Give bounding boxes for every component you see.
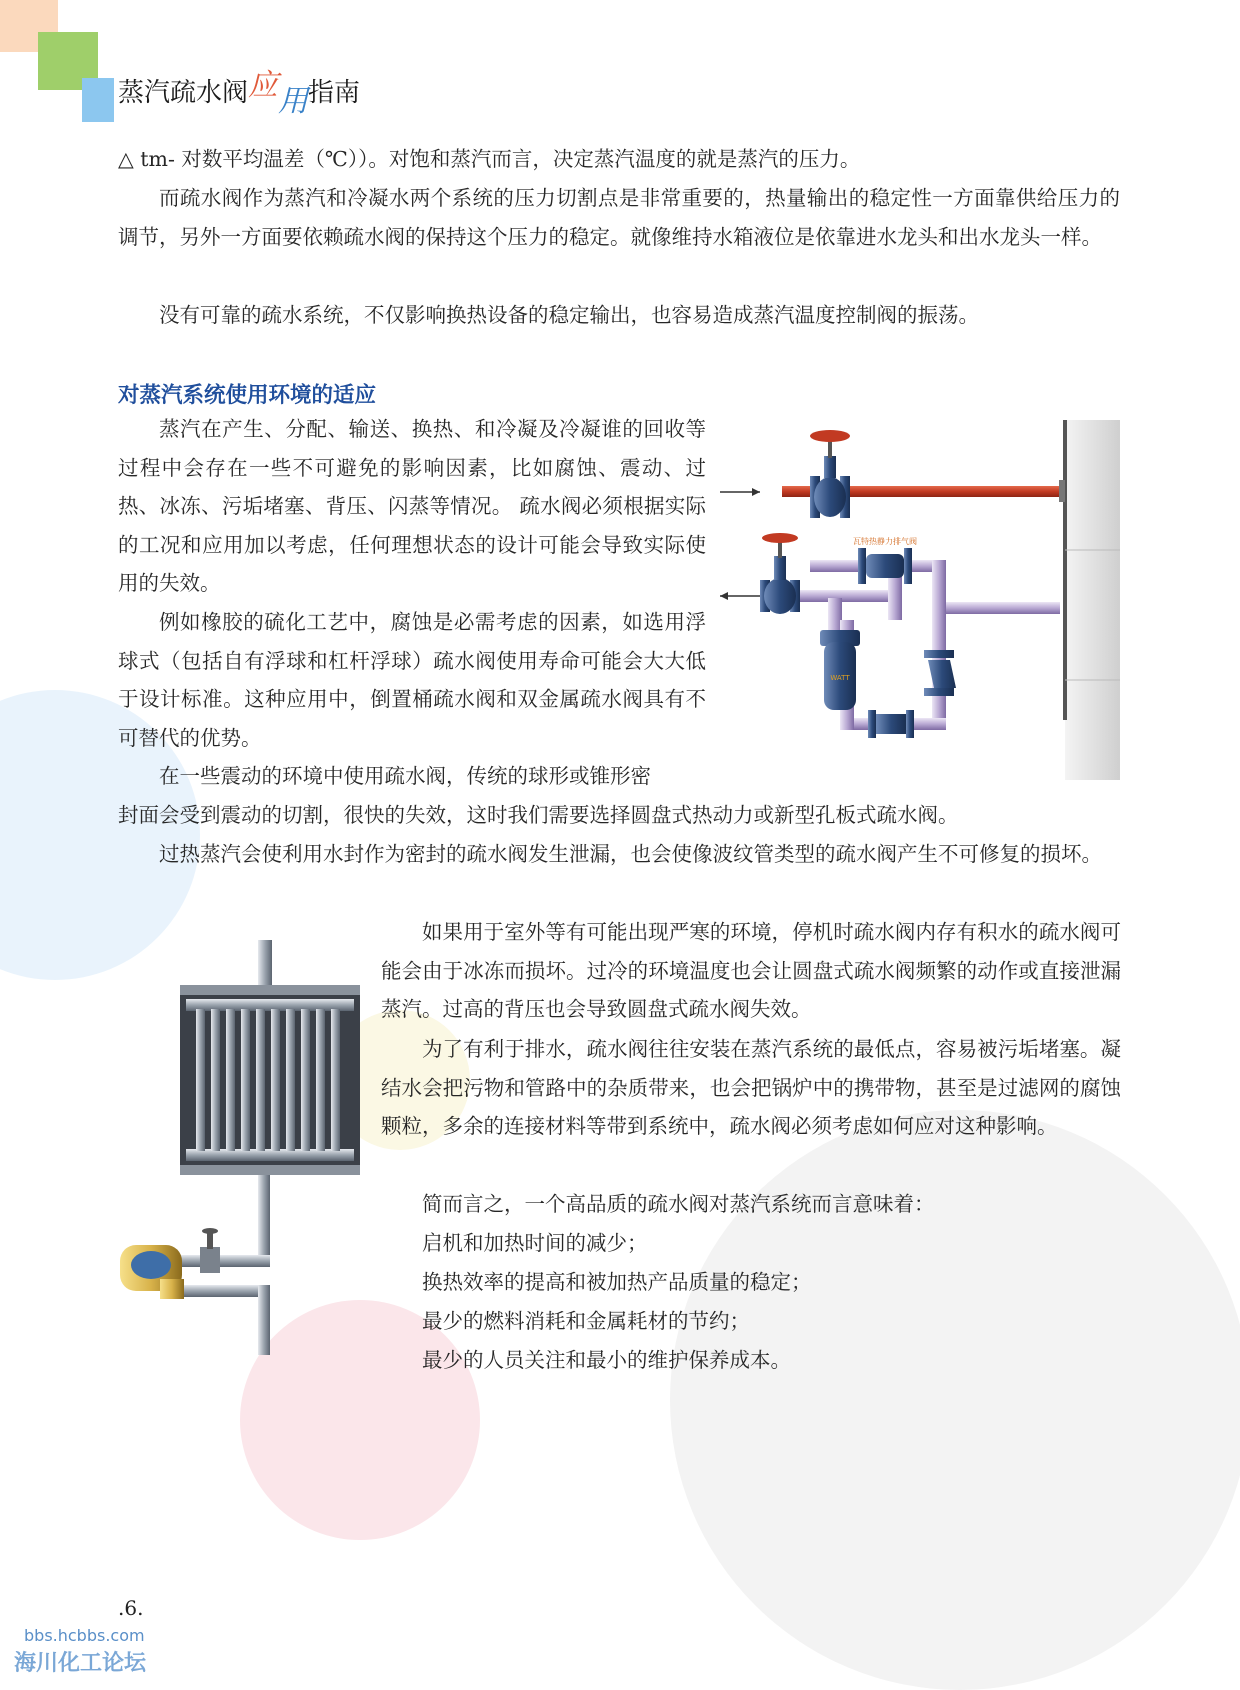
paragraph-dirt: 为了有利于排水，疏水阀往往安装在蒸汽系统的最低点，容易被污垢堵塞。凝结水会把污物和管路中的杂质带来，也会把锅炉中的携带物，甚至是过滤网的腐蚀颗粒，多余的连接材料等带到系统中，疏水阀必须考虑如何应对这种影响。 [381,1037,1121,1139]
steam-trap-station-diagram [720,420,1120,780]
watermark-name: 海川化工论坛 [14,1651,147,1676]
benefit-item: 最少的燃料消耗和金属耗材的节约； [422,1309,750,1333]
paragraph-influences: 蒸汽在产生、分配、输送、换热、和冷凝及冷凝谁的回收等过程中会存在一些不可避免的影响因素，比如腐蚀、震动、过热、冰冻、污垢堵塞、背压、闪蒸等情况。 疏水阀必须根据实际的工况和应用加以考虑，任何理想状态的设计可能会导致实际使用的失效。 [118,417,706,596]
paragraph-corrosion: 例如橡胶的硫化工艺中，腐蚀是必需考虑的因素，如选用浮球式（包括自有浮球和杠杆浮球）疏水阀使用寿命可能会大大低于设计标准。这种应用中，倒置桶疏水阀和双金属疏水阀具有不可替代的优势。 [118,610,706,750]
watermark-url: bbs.hcbbs.com [24,1626,145,1645]
page-number: .6. [118,1596,144,1620]
paragraph-vibration-b: 封面会受到震动的切割，很快的失效，这时我们需要选择圆盘式热动力或新型孔板式疏水阀。 [118,803,959,827]
paragraph-pressure-cut: 而疏水阀作为蒸汽和冷凝水两个系统的压力切割点是非常重要的，热量输出的稳定性一方面靠供给压力的调节，另外一方面要依赖疏水阀的保持这个压力的稳定。就像维持水箱液位是依靠进水龙头和出水龙头一样。 [118,186,1120,249]
benefit-item: 换热效率的提高和被加热产品质量的稳定； [422,1270,812,1294]
section-heading: 对蒸汽系统使用环境的适应 [118,383,377,408]
paragraph-superheat: 过热蒸汽会使利用水封作为密封的疏水阀发生泄漏，也会使像波纹管类型的疏水阀产生不可修复的损坏。 [159,842,1102,866]
paragraph-vibration-a: 在一些震动的环境中使用疏水阀，传统的球形或锥形密 [159,764,651,788]
benefit-item: 启机和加热时间的减少； [422,1231,648,1255]
paragraph-summary: 简而言之，一个高品质的疏水阀对蒸汽系统而言意味着： [422,1192,935,1216]
paragraph-freeze: 如果用于室外等有可能出现严寒的环境，停机时疏水阀内存有积水的疏水阀可能会由于冰冻而损坏。过冷的环境温度也会让圆盘式疏水阀频繁的动作或直接泄漏蒸汽。过高的背压也会导致圆盘式疏水阀失效。 [381,920,1121,1022]
benefit-item: 最少的人员关注和最小的维护保养成本。 [422,1348,791,1372]
trap-badge: WATT [830,674,850,682]
paragraph-delta-tm: △ tm- 对数平均温差（℃））。对饱和蒸汽而言，决定蒸汽温度的就是蒸汽的压力。 [118,147,861,171]
header-square-blue [82,78,114,122]
guide-title: 蒸汽疏水阀应用指南 [118,68,361,119]
heat-exchanger-diagram [120,935,370,1355]
air-vent-label: 瓦特热静力排气阀 [853,537,917,546]
paragraph-reliability: 没有可靠的疏水系统，不仅影响换热设备的稳定输出，也容易造成蒸汽温度控制阀的振荡。 [159,303,979,327]
